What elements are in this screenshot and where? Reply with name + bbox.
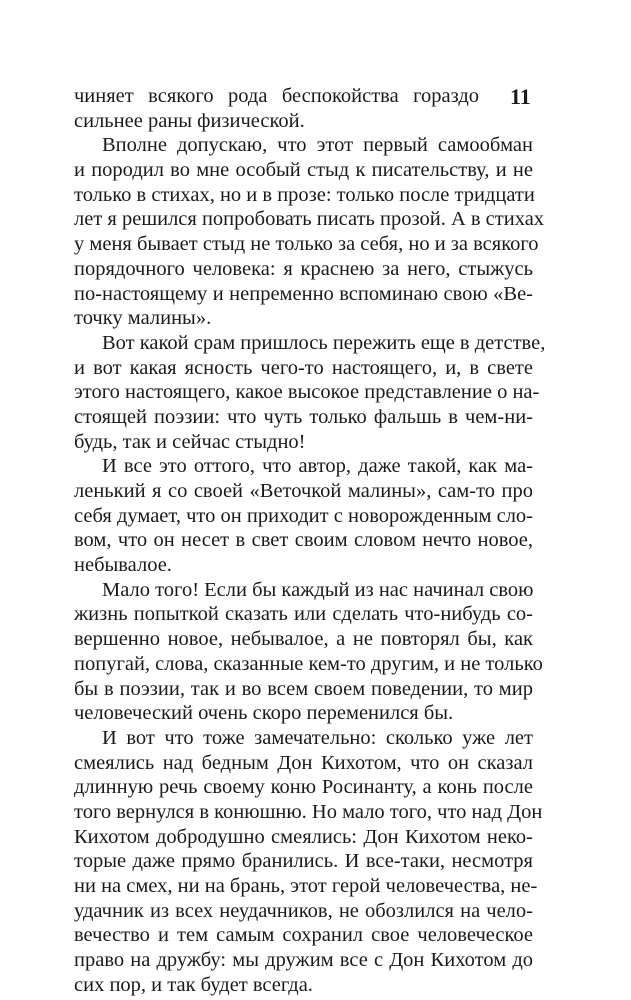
text-line: Мало того! Если бы каждый из нас начинал свою [102,578,534,601]
text-line: сильнее раны физической. [74,109,305,132]
text-line: вершенно новое, небывалое, а не повторял бы, как [74,628,533,651]
body-text [74,84,546,997]
text-line: попугай, слова, сказанные кем-то другим, и не только [74,652,543,675]
text-line: порядочного человека: я краснею за него, стыжусь [74,257,533,280]
text-line: по-настоящему и непременно вспоминаю свою «Ве- [74,282,533,305]
text-line: будь, так и сейчас стыдно! [74,430,306,453]
text-line: у меня бывает стыд не только за себя, но и за всякого [74,233,539,256]
text-line: точку малины». [74,307,212,330]
page-number: 11 [510,84,531,109]
text-line: вечество и тем самым сохранил свое человеческое [74,924,533,947]
text-line: и вот какая ясность чего-то настоящего, и, в свете [74,356,533,379]
text-line: И вот что тоже замечательно: сколько уже лет [102,726,533,749]
text-line: удачник из всех неудачников, не обозлился на чело- [74,899,533,922]
text-line: вом, что он несет в свет своим словом нечто новое, [74,529,533,552]
text-line: человеческий очень скоро переменился бы. [74,702,454,725]
text-line: стоящей поэзии: что чуть только фальшь в чем-ни- [74,405,533,428]
text-line: Кихотом добродушно смеялись: Дон Кихотом неко- [74,825,533,848]
text-line: Вот какой срам пришлось пережить еще в детстве, [102,331,546,354]
text-line: сих пор, и так будет всегда. [74,973,313,996]
text-line: торые даже прямо бранились. И все-таки, несмотря [74,850,533,873]
text-line: лет я решился попробовать писать прозой. А в стихах [74,208,545,231]
text-line: И все это оттого, что автор, даже такой, как ма- [102,455,533,478]
text-line: ни на смех, ни на брань, этот герой человечества, не- [74,875,538,897]
text-line: право на дружбу: мы дружим все с Дон Кихотом до [74,949,533,972]
text-line: того вернулся в конюшню. Но мало того, что над Дон [74,800,543,823]
text-line: этого настоящего, какое высокое представление о на- [74,381,540,404]
text-line: только в стихах, но и в прозе: только после тридцати [74,183,535,206]
text-line: небывалое. [74,554,172,577]
text-line: ленький я со своей «Веточкой малины», сам-то про [74,480,533,502]
text-line: и породил во мне особый стыд к писательству, и не [74,159,533,182]
text-line: чиняет всякого рода беспокойства гораздо [74,85,479,107]
text-line: длинную речь своему коню Росинанту, а конь после [74,776,533,799]
text-line: смеялись над бедным Дон Кихотом, что он сказал [74,751,533,774]
text-line: бы в поэзии, так и во всем своем поведении, то мир [74,677,533,700]
text-line: жизнь попыткой сказать или сделать что-нибудь со- [74,603,533,626]
text-line: Вполне допускаю, что этот первый самообман [102,134,533,157]
text-line: себя думает, что он приходит с новорожденным сло- [74,504,533,527]
